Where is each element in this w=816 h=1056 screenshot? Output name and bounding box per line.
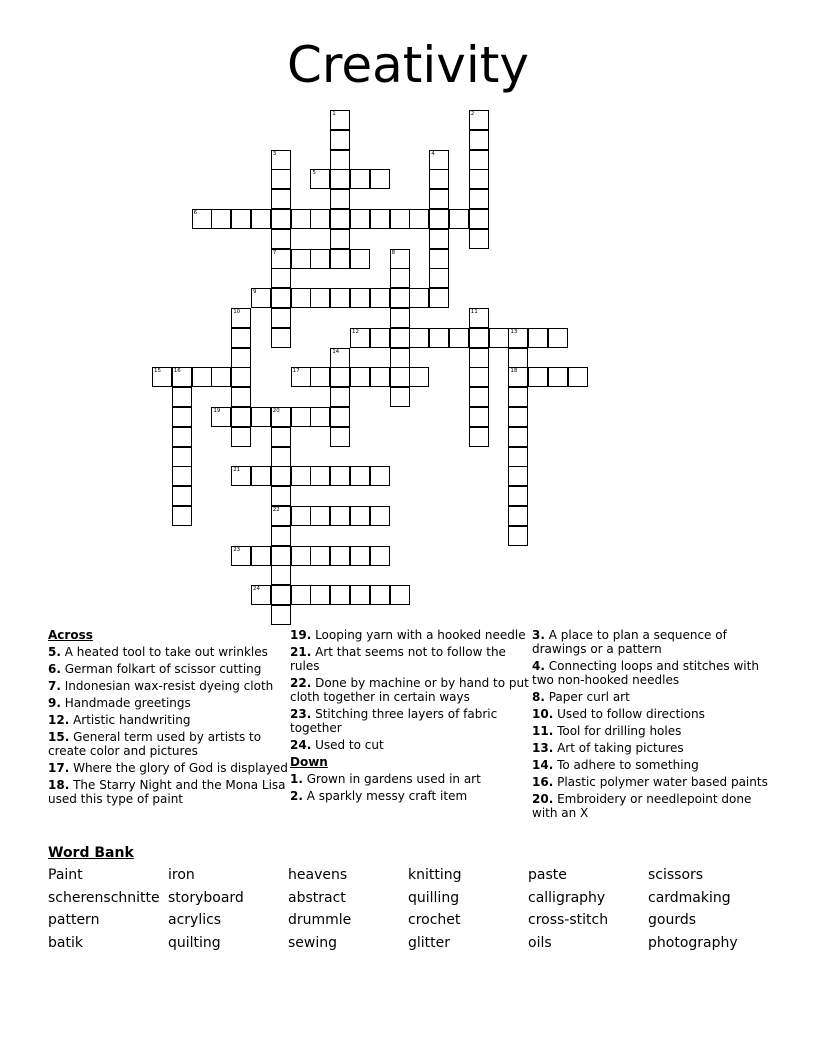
clue-item xyxy=(48,679,288,693)
grid-cell[interactable] xyxy=(271,328,291,348)
grid-cell[interactable] xyxy=(310,169,330,189)
grid-cell[interactable] xyxy=(370,209,390,229)
down-clue-list xyxy=(290,772,530,803)
grid-cell[interactable] xyxy=(310,585,330,605)
word-bank-item: crochet xyxy=(408,912,461,928)
grid-cell[interactable] xyxy=(350,169,370,189)
grid-cell[interactable] xyxy=(508,348,528,368)
clue-number: 19 xyxy=(213,408,221,414)
grid-cell[interactable] xyxy=(291,585,311,605)
grid-cell[interactable] xyxy=(370,288,390,308)
clue-item xyxy=(532,775,772,789)
clue-number: 16 xyxy=(173,368,181,375)
grid-cell[interactable] xyxy=(310,249,330,269)
clue-number: 7. xyxy=(48,679,61,693)
clue-text: Art that seems not to follow the rules xyxy=(290,645,506,673)
grid-cell[interactable] xyxy=(449,328,469,348)
grid-cell[interactable] xyxy=(271,189,291,209)
grid-cell[interactable] xyxy=(330,209,350,229)
clue-item xyxy=(532,741,772,755)
clue-number: 5 xyxy=(312,170,316,177)
clue-text: Paper curl art xyxy=(544,690,630,704)
grid-cell[interactable] xyxy=(211,367,231,387)
grid-cell[interactable] xyxy=(172,486,192,506)
clue-number: 20 xyxy=(272,408,280,414)
clue-number: 16. xyxy=(532,775,554,789)
word-bank-title: Word Bank xyxy=(48,845,134,861)
grid-cell[interactable] xyxy=(390,348,410,368)
grid-cell[interactable] xyxy=(508,387,528,407)
clue-number: 10 xyxy=(233,309,241,315)
clue-text: Looping yarn with a hooked needle xyxy=(311,628,526,642)
clue-item xyxy=(532,792,772,820)
grid-cell[interactable] xyxy=(192,367,212,387)
grid-cell[interactable] xyxy=(271,308,291,328)
grid-cell[interactable] xyxy=(350,288,370,308)
grid-cell[interactable] xyxy=(390,209,410,229)
grid-cell[interactable] xyxy=(271,605,291,625)
grid-cell[interactable] xyxy=(251,466,271,486)
grid-cell[interactable] xyxy=(508,486,528,506)
grid-cell[interactable] xyxy=(330,546,350,566)
clue-number: 6. xyxy=(48,662,61,676)
grid-cell[interactable] xyxy=(271,229,291,249)
clue-text: Used to follow directions xyxy=(553,707,705,721)
word-bank-item: heavens xyxy=(288,867,348,883)
grid-cell[interactable] xyxy=(310,407,330,427)
grid-cell[interactable] xyxy=(291,288,311,308)
grid-cell[interactable] xyxy=(429,268,449,288)
clue-number: 2. xyxy=(290,789,303,803)
grid-cell[interactable] xyxy=(330,130,350,150)
grid-cell[interactable] xyxy=(291,546,311,566)
grid-cell[interactable] xyxy=(330,249,350,269)
grid-cell[interactable] xyxy=(330,229,350,249)
grid-cell[interactable] xyxy=(469,189,489,209)
clue-text: Artistic handwriting xyxy=(69,713,191,727)
grid-cell[interactable] xyxy=(508,367,528,387)
grid-cell[interactable] xyxy=(251,407,271,427)
clue-number: 23 xyxy=(233,546,241,553)
grid-cell[interactable] xyxy=(390,288,410,308)
grid-cell[interactable] xyxy=(271,447,291,467)
word-bank-item: oils xyxy=(528,934,552,951)
word-bank-item: iron xyxy=(168,867,195,883)
across-clue-list xyxy=(48,645,288,806)
grid-cell[interactable] xyxy=(350,546,370,566)
grid-cell[interactable] xyxy=(548,367,568,387)
grid-cell[interactable] xyxy=(211,209,231,229)
clue-number: 11 xyxy=(470,309,478,315)
grid-cell[interactable] xyxy=(370,169,390,189)
word-bank-item: glitter xyxy=(408,934,451,951)
grid-cell[interactable] xyxy=(231,209,251,229)
grid-cell[interactable] xyxy=(350,506,370,526)
clue-number: 21. xyxy=(290,645,312,659)
word-bank-item: cross-stitch xyxy=(528,912,609,928)
clue-number: 24. xyxy=(290,738,312,752)
grid-cell[interactable] xyxy=(508,526,528,546)
grid-cell[interactable] xyxy=(469,427,489,447)
grid-cell[interactable] xyxy=(172,367,192,387)
grid-cell[interactable] xyxy=(231,348,251,368)
grid-cell[interactable] xyxy=(271,466,291,486)
grid-cell[interactable] xyxy=(271,506,291,526)
word-bank-item: scissors xyxy=(648,867,704,883)
grid-cell[interactable] xyxy=(330,189,350,209)
grid-cell[interactable] xyxy=(548,328,568,348)
grid-cell[interactable] xyxy=(271,209,291,229)
across-heading: Across xyxy=(48,628,93,642)
grid-cell[interactable] xyxy=(330,150,350,170)
clue-text: To adhere to something xyxy=(553,758,699,772)
word-bank-item: gourds xyxy=(648,912,697,928)
grid-cell[interactable] xyxy=(231,466,251,486)
grid-cell[interactable] xyxy=(429,288,449,308)
grid-cell[interactable] xyxy=(390,387,410,407)
grid-cell[interactable] xyxy=(370,585,390,605)
grid-cell[interactable] xyxy=(231,328,251,348)
clue-number: 1. xyxy=(290,772,303,786)
grid-cell[interactable] xyxy=(429,249,449,269)
clue-text: German folkart of scissor cutting xyxy=(60,662,262,676)
grid-cell[interactable] xyxy=(330,348,350,368)
clue-text: Handmade greetings xyxy=(60,696,191,710)
grid-cell[interactable] xyxy=(469,348,489,368)
clue-number: 21 xyxy=(233,467,241,474)
grid-cell[interactable] xyxy=(330,427,350,447)
grid-cell[interactable] xyxy=(271,150,291,170)
grid-cell[interactable] xyxy=(409,328,429,348)
clue-item xyxy=(48,730,288,758)
clue-number: 1 xyxy=(332,111,336,117)
clue-item xyxy=(290,738,530,752)
clue-item xyxy=(532,724,772,738)
grid-cell[interactable] xyxy=(469,110,489,130)
grid-cell[interactable] xyxy=(172,407,192,427)
grid-cell[interactable] xyxy=(409,209,429,229)
clue-number: 12 xyxy=(352,328,359,335)
clues-column-1 xyxy=(48,628,288,809)
clue-text: Embroidery or needlepoint done with an X xyxy=(532,792,752,820)
word-bank-item: batik xyxy=(48,934,83,951)
clue-number: 8 xyxy=(391,249,396,256)
clue-text: Connecting loops and stitches with two non-hooked needles xyxy=(532,659,759,687)
down-clue-list-continued xyxy=(532,628,772,820)
grid-cell[interactable] xyxy=(469,209,489,229)
grid-cell[interactable] xyxy=(271,526,291,546)
grid-cell[interactable] xyxy=(172,427,192,447)
word-bank-item: knitting xyxy=(408,867,462,883)
grid-cell[interactable] xyxy=(271,407,291,427)
clue-item xyxy=(48,713,288,727)
grid-cell[interactable] xyxy=(528,367,548,387)
word-bank-item: pattern xyxy=(48,912,100,928)
grid-cell[interactable] xyxy=(251,585,271,605)
word-bank-item: drummle xyxy=(288,912,352,928)
grid-cell[interactable] xyxy=(370,328,390,348)
grid-cell[interactable] xyxy=(508,506,528,526)
grid-cell[interactable] xyxy=(231,407,251,427)
across-clue-list-continued xyxy=(290,628,530,752)
grid-cell[interactable] xyxy=(370,466,390,486)
grid-cell[interactable] xyxy=(390,268,410,288)
clue-number: 15. xyxy=(48,730,70,744)
clue-text: Tool for drilling holes xyxy=(553,724,682,738)
clue-number: 13 xyxy=(510,328,518,335)
grid-cell[interactable] xyxy=(350,209,370,229)
word-bank-item: sewing xyxy=(288,934,338,951)
grid-cell[interactable] xyxy=(231,308,251,328)
clue-number: 15 xyxy=(154,368,161,375)
grid-cell[interactable] xyxy=(330,387,350,407)
clue-item xyxy=(290,628,530,642)
grid-cell[interactable] xyxy=(310,209,330,229)
word-bank-item: quilling xyxy=(408,889,460,906)
word-bank-item: quilting xyxy=(168,934,221,951)
clue-item xyxy=(532,659,772,687)
grid-cell[interactable] xyxy=(330,466,350,486)
clue-item xyxy=(290,789,530,803)
clues-column-3 xyxy=(532,628,772,823)
clue-item xyxy=(48,696,288,710)
grid-cell[interactable] xyxy=(330,110,350,130)
clue-number: 14. xyxy=(532,758,554,772)
clue-text: Grown in gardens used in art xyxy=(302,772,481,786)
grid-cell[interactable] xyxy=(271,288,291,308)
grid-cell[interactable] xyxy=(429,169,449,189)
grid-cell[interactable] xyxy=(231,427,251,447)
clue-text: A place to plan a sequence of drawings or a pattern xyxy=(532,628,727,656)
clue-number: 20. xyxy=(532,792,554,806)
clue-number: 11. xyxy=(532,724,554,738)
word-bank-item: abstract xyxy=(288,889,346,906)
grid-cell[interactable] xyxy=(251,209,271,229)
clue-number: 2 xyxy=(470,111,475,117)
grid-cell[interactable] xyxy=(350,249,370,269)
clue-item xyxy=(532,758,772,772)
grid-cell[interactable] xyxy=(291,209,311,229)
grid-cell[interactable] xyxy=(370,546,390,566)
grid-cell[interactable] xyxy=(469,229,489,249)
grid-cell[interactable] xyxy=(508,328,528,348)
grid-cell[interactable] xyxy=(350,585,370,605)
clue-number: 19. xyxy=(290,628,312,642)
grid-cell[interactable] xyxy=(172,466,192,486)
clue-text: A sparkly messy craft item xyxy=(302,789,468,803)
grid-cell[interactable] xyxy=(330,585,350,605)
grid-cell[interactable] xyxy=(271,427,291,447)
word-bank-item: storyboard xyxy=(168,889,244,906)
grid-cell[interactable] xyxy=(330,288,350,308)
clue-number: 18 xyxy=(510,368,518,375)
grid-cell[interactable] xyxy=(409,288,429,308)
grid-cell[interactable] xyxy=(469,150,489,170)
grid-cell[interactable] xyxy=(429,209,449,229)
clue-text: Stitching three layers of fabric together xyxy=(290,707,498,735)
word-bank-item: photography xyxy=(648,934,738,951)
grid-cell[interactable] xyxy=(370,506,390,526)
grid-cell[interactable] xyxy=(271,249,291,269)
clue-item xyxy=(290,645,530,673)
grid-cell[interactable] xyxy=(152,367,172,387)
clue-number: 17 xyxy=(292,368,300,375)
clue-number: 6 xyxy=(193,210,198,216)
grid-cell[interactable] xyxy=(508,447,528,467)
clue-number: 12. xyxy=(48,713,70,727)
grid-cell[interactable] xyxy=(291,367,311,387)
grid-cell[interactable] xyxy=(271,268,291,288)
grid-cell[interactable] xyxy=(231,387,251,407)
clue-text: A heated tool to take out wrinkles xyxy=(60,645,268,659)
grid-cell[interactable] xyxy=(469,328,489,348)
clue-text: Used to cut xyxy=(311,738,384,752)
grid-cell[interactable] xyxy=(528,328,548,348)
grid-cell[interactable] xyxy=(271,169,291,189)
grid-cell[interactable] xyxy=(291,407,311,427)
grid-cell[interactable] xyxy=(508,466,528,486)
clue-text: Art of taking pictures xyxy=(553,741,684,755)
grid-cell[interactable] xyxy=(568,367,588,387)
word-bank-item: calligraphy xyxy=(528,889,606,906)
clue-item xyxy=(48,645,288,659)
clue-number: 24 xyxy=(253,586,260,593)
clue-text: Plastic polymer water based paints xyxy=(553,775,768,789)
grid-cell[interactable] xyxy=(469,367,489,387)
grid-cell[interactable] xyxy=(330,407,350,427)
grid-cell[interactable] xyxy=(429,328,449,348)
grid-cell[interactable] xyxy=(390,367,410,387)
grid-cell[interactable] xyxy=(469,169,489,189)
clue-number: 9 xyxy=(253,289,257,296)
grid-cell[interactable] xyxy=(291,249,311,269)
clue-item xyxy=(48,778,288,806)
clue-number: 18. xyxy=(48,778,70,792)
clue-number: 7 xyxy=(272,249,277,256)
grid-cell[interactable] xyxy=(231,546,251,566)
clue-number: 3 xyxy=(272,150,277,157)
word-bank-item: acrylics xyxy=(168,912,222,928)
clue-number: 14 xyxy=(332,348,340,355)
grid-cell[interactable] xyxy=(330,506,350,526)
grid-cell[interactable] xyxy=(449,209,469,229)
grid-cell[interactable] xyxy=(310,288,330,308)
grid-cell[interactable] xyxy=(390,585,410,605)
grid-cell[interactable] xyxy=(370,367,390,387)
clue-number: 22. xyxy=(290,676,312,690)
clues-column-2 xyxy=(290,628,530,806)
grid-cell[interactable] xyxy=(310,546,330,566)
grid-cell[interactable] xyxy=(271,565,291,585)
grid-cell[interactable] xyxy=(211,407,231,427)
grid-cell[interactable] xyxy=(429,150,449,170)
clue-text: Where the glory of God is displayed xyxy=(69,761,288,775)
grid-cell[interactable] xyxy=(251,546,271,566)
grid-cell[interactable] xyxy=(469,130,489,150)
clue-number: 8. xyxy=(532,690,545,704)
grid-cell[interactable] xyxy=(330,367,350,387)
word-bank-item: paste xyxy=(528,867,567,883)
grid-cell[interactable] xyxy=(350,466,370,486)
grid-cell[interactable] xyxy=(291,506,311,526)
clue-item xyxy=(290,676,530,704)
clue-item xyxy=(532,707,772,721)
clue-text: Indonesian wax-resist dyeing cloth xyxy=(60,679,274,693)
down-heading: Down xyxy=(290,755,328,769)
clue-item xyxy=(532,690,772,704)
page-title: Creativity xyxy=(287,36,529,94)
clue-text: General term used by artists to create color and pictures xyxy=(48,730,262,758)
clue-number: 4. xyxy=(532,659,545,673)
clue-number: 23. xyxy=(290,707,312,721)
clue-number: 22 xyxy=(272,507,280,513)
grid-cell[interactable] xyxy=(429,229,449,249)
clue-text: Done by machine or by hand to put cloth together in certain ways xyxy=(290,676,529,704)
grid-cell[interactable] xyxy=(469,387,489,407)
grid-cell[interactable] xyxy=(350,367,370,387)
grid-cell[interactable] xyxy=(310,466,330,486)
clue-number: 13. xyxy=(532,741,554,755)
clue-item xyxy=(290,772,530,786)
grid-cell[interactable] xyxy=(429,189,449,209)
grid-cell[interactable] xyxy=(390,249,410,269)
grid-cell[interactable] xyxy=(172,447,192,467)
grid-cell[interactable] xyxy=(291,466,311,486)
grid-cell[interactable] xyxy=(271,486,291,506)
word-bank-item: cardmaking xyxy=(648,889,731,906)
grid-cell[interactable] xyxy=(390,328,410,348)
grid-cell[interactable] xyxy=(489,328,509,348)
clue-number: 5. xyxy=(48,645,61,659)
grid-cell[interactable] xyxy=(172,387,192,407)
grid-cell[interactable] xyxy=(390,308,410,328)
grid-cell[interactable] xyxy=(350,328,370,348)
grid-cell[interactable] xyxy=(469,407,489,427)
clue-item xyxy=(290,707,530,735)
clue-number: 3. xyxy=(532,628,545,642)
clue-text: The Starry Night and the Mona Lisa used this type of paint xyxy=(48,778,286,806)
clue-item xyxy=(532,628,772,656)
grid-cell[interactable] xyxy=(508,407,528,427)
clue-number: 17. xyxy=(48,761,70,775)
grid-cell[interactable] xyxy=(192,209,212,229)
clue-item xyxy=(48,662,288,676)
clue-number: 10. xyxy=(532,707,554,721)
grid-cell[interactable] xyxy=(231,367,251,387)
clue-number: 4 xyxy=(431,150,435,157)
grid-cell[interactable] xyxy=(310,506,330,526)
grid-cell[interactable] xyxy=(251,288,271,308)
word-bank-item: Paint xyxy=(48,867,83,883)
word-bank-item: scherenschnitte xyxy=(48,889,160,906)
grid-cell[interactable] xyxy=(330,169,350,189)
grid-cell[interactable] xyxy=(271,585,291,605)
grid-cell[interactable] xyxy=(508,427,528,447)
grid-cell[interactable] xyxy=(310,367,330,387)
clue-number: 9. xyxy=(48,696,61,710)
grid-cell[interactable] xyxy=(409,367,429,387)
grid-cell[interactable] xyxy=(271,546,291,566)
grid-cell[interactable] xyxy=(469,308,489,328)
clue-item xyxy=(48,761,288,775)
grid-cell[interactable] xyxy=(172,506,192,526)
